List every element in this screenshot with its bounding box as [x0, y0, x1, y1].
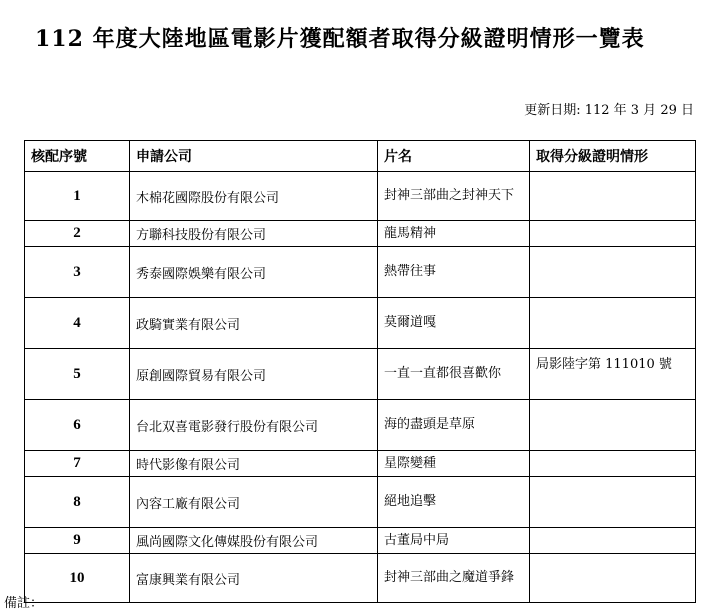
- film-cell: 星際變種: [378, 451, 530, 477]
- film-cell: 封神三部曲之魔道爭鋒: [378, 554, 530, 603]
- header-serial: 核配序號: [25, 141, 130, 172]
- header-film: 片名: [378, 141, 530, 172]
- film-cell: 熱帶往事: [378, 247, 530, 298]
- certificate-cell: 局影陸字第 111010 號: [530, 349, 696, 400]
- company-cell: 方聯科技股份有限公司: [130, 221, 378, 247]
- film-cell: 一直一直都很喜歡你: [378, 349, 530, 400]
- film-cell: 古董局中局: [378, 528, 530, 554]
- update-date: 更新日期: 112 年 3 月 29 日: [524, 103, 694, 118]
- certificate-cell: [530, 528, 696, 554]
- footnote: 備註：: [4, 596, 44, 611]
- certificate-cell: [530, 451, 696, 477]
- serial-cell: 8: [25, 477, 130, 528]
- film-cell: 龍馬精神: [378, 221, 530, 247]
- film-cell: 海的盡頭是草原: [378, 400, 530, 451]
- table-row: [25, 400, 696, 451]
- company-cell: 政騎實業有限公司: [130, 298, 378, 349]
- table-row: [25, 528, 696, 554]
- table-row: [25, 477, 696, 528]
- company-cell: 木棉花國際股份有限公司: [130, 172, 378, 221]
- serial-cell: 3: [25, 247, 130, 298]
- table-row: [25, 349, 696, 400]
- serial-cell: 10: [25, 554, 130, 603]
- certificate-cell: [530, 298, 696, 349]
- serial-cell: 7: [25, 451, 130, 477]
- certificate-cell: [530, 247, 696, 298]
- certificate-cell: [530, 172, 696, 221]
- company-cell: 富康興業有限公司: [130, 554, 378, 603]
- company-cell: 秀泰國際娛樂有限公司: [130, 247, 378, 298]
- serial-cell: 4: [25, 298, 130, 349]
- serial-cell: 2: [25, 221, 130, 247]
- table-row: [25, 298, 696, 349]
- certificate-cell: [530, 477, 696, 528]
- certificate-cell: [530, 554, 696, 603]
- table-row: [25, 554, 696, 603]
- serial-cell: 5: [25, 349, 130, 400]
- page-title: 112 年度大陸地區電影片獲配額者取得分級證明情形一覽表: [35, 26, 645, 52]
- company-cell: 內容工廠有限公司: [130, 477, 378, 528]
- serial-cell: 6: [25, 400, 130, 451]
- certificate-cell: [530, 400, 696, 451]
- company-cell: 原創國際貿易有限公司: [130, 349, 378, 400]
- table-row: [25, 221, 696, 247]
- company-cell: 時代影像有限公司: [130, 451, 378, 477]
- header-certificate: 取得分級證明情形: [530, 141, 696, 172]
- table-row: [25, 172, 696, 221]
- certificate-cell: [530, 221, 696, 247]
- film-cell: 絕地追擊: [378, 477, 530, 528]
- film-cell: 莫爾道嘎: [378, 298, 530, 349]
- table-row: [25, 451, 696, 477]
- table-row: [25, 247, 696, 298]
- film-cell: 封神三部曲之封神天下: [378, 172, 530, 221]
- table-header-row: [25, 141, 696, 172]
- serial-cell: 9: [25, 528, 130, 554]
- header-company: 申請公司: [130, 141, 378, 172]
- company-cell: 台北双喜電影發行股份有限公司: [130, 400, 378, 451]
- quota-table: [24, 140, 696, 603]
- serial-cell: 1: [25, 172, 130, 221]
- company-cell: 風尚國際文化傳媒股份有限公司: [130, 528, 378, 554]
